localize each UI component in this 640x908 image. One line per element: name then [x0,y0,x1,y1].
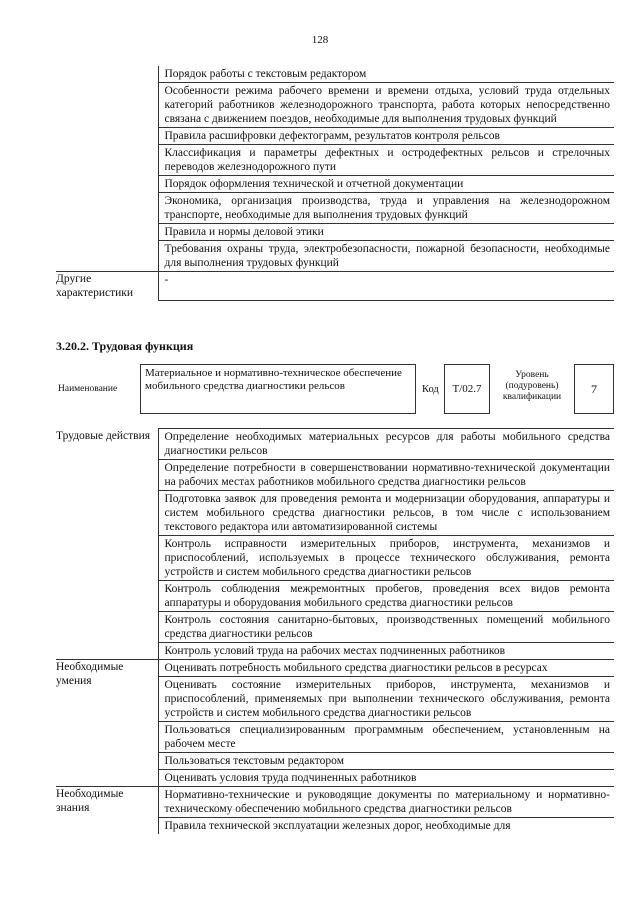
qualification-level: 7 [574,364,614,414]
knowledge-item: Экономика, организация производства, труда и управления на железнодорожном транспорте, необходимые для выполнения трудовых функций [159,193,615,224]
function-details-table [56,428,614,834]
knowledge-item: Особенности режима рабочего времени и времени отдыха, условий труда отдельных категорий работников железнодорожного транспорта, работа которых непосредственно связана с движением поездов, необходимые для выполнения трудовых функций [159,83,615,128]
actions-row [56,429,614,660]
knowledge-item: Правила технической эксплуатации железных дорог, необходимые для [164,820,511,832]
knowledge-row-continued [56,66,614,272]
page-number: 128 [311,34,329,46]
code-label: Код [422,384,439,395]
other-characteristics-label: Другие характеристики [56,272,158,301]
other-characteristics-row [56,272,614,301]
function-header [56,364,614,414]
other-characteristics-value: - [164,274,169,286]
function-name: Материальное и нормативно-техническое обеспечение мобильного средства диагностики рельсов [140,364,416,414]
name-label: Наименование [58,384,118,394]
action-item: Контроль соблюдения межремонтных пробегов, проведения всех видов ремонта аппаратуры и оборудования мобильного средства диагностики рельсов [159,581,615,612]
skills-label: Необходимые умения [56,660,158,787]
knowledge-item: Правила и нормы деловой этики [159,224,615,241]
knowledge-item: Порядок работы с текстовым редактором [159,66,615,83]
skill-item: Оценивать потребность мобильного средства диагностики рельсов в ресурсах [159,660,615,677]
section-heading: 3.20.2. Трудовая функция [56,339,194,353]
skill-item: Пользоваться специализированным программным обеспечением, установленным на рабочем месте [159,722,615,753]
other-characteristics-value-cell [158,272,614,301]
knowledge-items-new [158,787,614,835]
skill-item: Оценивать условия труда подчиненных работников [164,772,417,784]
knowledge-item: Нормативно-технические и руководящие документы по материальному и нормативно-техническому обеспечению мобильного средства диагностики рельсов [159,787,615,818]
action-item: Контроль исправности измерительных приборов, инструмента, механизмов и приспособлений, используемых в процессе технического обслуживания, ремонта устройств и систем мобильного средства диагностики рельсов [159,536,615,581]
knowledge-item: Требования охраны труда, электробезопасности, пожарной безопасности, необходимые для выполнения трудовых функций [164,243,610,269]
function-code: Т/02.7 [444,364,490,414]
skills-items [158,660,614,787]
actions-items [158,429,614,660]
action-item: Определение необходимых материальных ресурсов для работы мобильного средства диагностики рельсов [159,429,615,460]
level-label: Уровень (подуровень) квалификации [502,370,562,402]
knowledge-item: Классификация и параметры дефектных и остродефектных рельсов и стрелочных переводов железнодорожного пути [159,145,615,176]
skill-item: Пользоваться текстовым редактором [159,753,615,770]
action-item: Определение потребности в совершенствовании нормативно-технической документации на рабочих местах работников мобильного средства диагностики рельсов [159,460,615,491]
knowledge-item: Правила расшифровки дефектограмм, результатов контроля рельсов [159,128,615,145]
skill-item: Оценивать состояние измерительных приборов, инструмента, механизмов и приспособлений, применяемых при выполнении технического обслуживания, ремонта устройств и систем мобильного средства диагностики рельсов [159,677,615,722]
action-item: Подготовка заявок для проведения ремонта и модернизации оборудования, аппаратуры и систем мобильного средства диагностики рельсов, в том числе с использованием текстового редактора или автоматизированной системы [159,491,615,536]
knowledge-label-empty [56,66,158,272]
action-item: Контроль условий труда на рабочих местах подчиненных работников [164,645,506,657]
knowledge-label: Необходимые знания [56,787,158,835]
actions-label: Трудовые действия [56,429,151,442]
knowledge-table-continued [56,66,614,301]
knowledge-items [158,66,614,272]
action-item: Контроль состояния санитарно-бытовых, производственных помещений мобильного средства диагностики рельсов [159,612,615,643]
knowledge-row [56,787,614,835]
knowledge-item: Порядок оформления технической и отчетной документации [159,176,615,193]
skills-row [56,660,614,787]
